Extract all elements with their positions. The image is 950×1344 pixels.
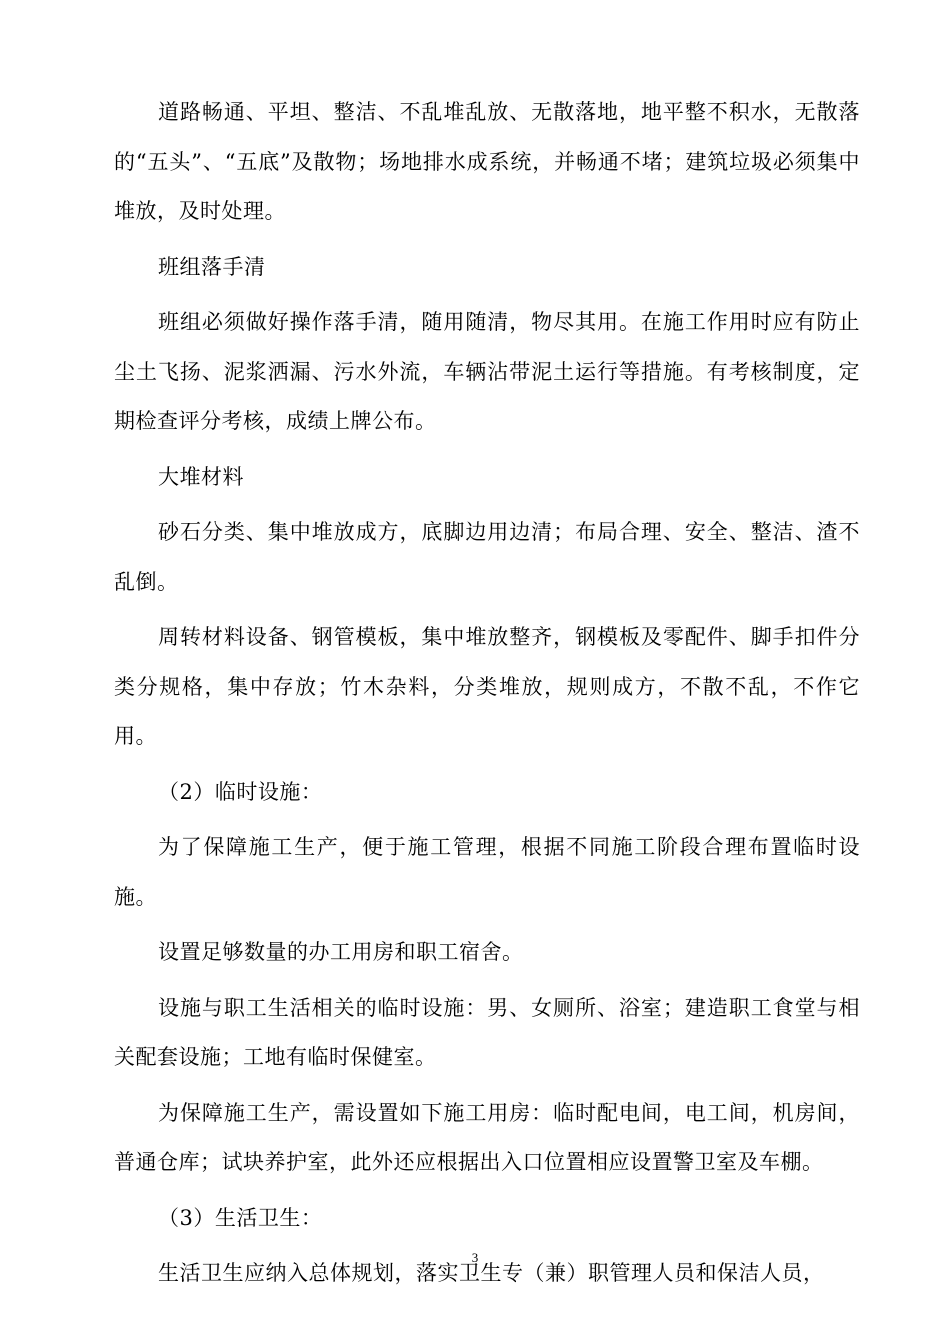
heading-living-hygiene: （3）生活卫生： bbox=[158, 1205, 323, 1230]
paragraph-turnover-materials: 周转材料设备、钢管模板，集中堆放整齐，钢模板及零配件、脚手扣件分类分规格，集中存放；竹木杂料，分类堆放，规则成方，不散不乱，不作它用。 bbox=[114, 625, 860, 748]
paragraph-living-facilities: 设施与职工生活相关的临时设施：男、女厕所、浴室；建造职工食堂与相关配套设施；工地有临时保健室。 bbox=[114, 995, 860, 1069]
paragraph-road: 道路畅通、平坦、整洁、不乱堆乱放、无散落地，地平整不积水，无散落的“五头”、“五底”及散物；场地排水成系统，并畅通不堵；建筑垃圾必须集中堆放，及时处理。 bbox=[114, 100, 860, 223]
page-number: 3 bbox=[471, 1250, 479, 1265]
paragraph-offices-dorms: 设置足够数量的办工用房和职工宿舍。 bbox=[158, 940, 524, 964]
heading-temporary-facilities: （2）临时设施： bbox=[158, 779, 323, 804]
paragraph-hygiene-planning: 生活卫生应纳入总体规划，落实卫生专（兼）职管理人员和保洁人员， bbox=[158, 1261, 825, 1285]
paragraph-sand-gravel: 砂石分类、集中堆放成方，底脚边用边清；布局合理、安全、整洁、渣不乱倒。 bbox=[114, 520, 860, 594]
paragraph-temporary-purpose: 为了保障施工生产，便于施工管理，根据不同施工阶段合理布置临时设施。 bbox=[114, 835, 860, 909]
heading-team-cleanup: 班组落手清 bbox=[158, 254, 266, 279]
page-body bbox=[114, 88, 860, 1305]
paragraph-team-cleanup: 班组必须做好操作落手清，随用随清，物尽其用。在施工作用时应有防止尘土飞扬、泥浆洒漏、污水外流，车辆沾带泥土运行等措施。有考核制度，定期检查评分考核，成绩上牌公布。 bbox=[114, 310, 860, 433]
heading-bulk-materials: 大堆材料 bbox=[158, 464, 244, 489]
paragraph-construction-rooms: 为保障施工生产，需设置如下施工用房：临时配电间，电工间，机房间，普通仓库；试块养护室，此外还应根据出入口位置相应设置警卫室及车棚。 bbox=[114, 1100, 860, 1174]
